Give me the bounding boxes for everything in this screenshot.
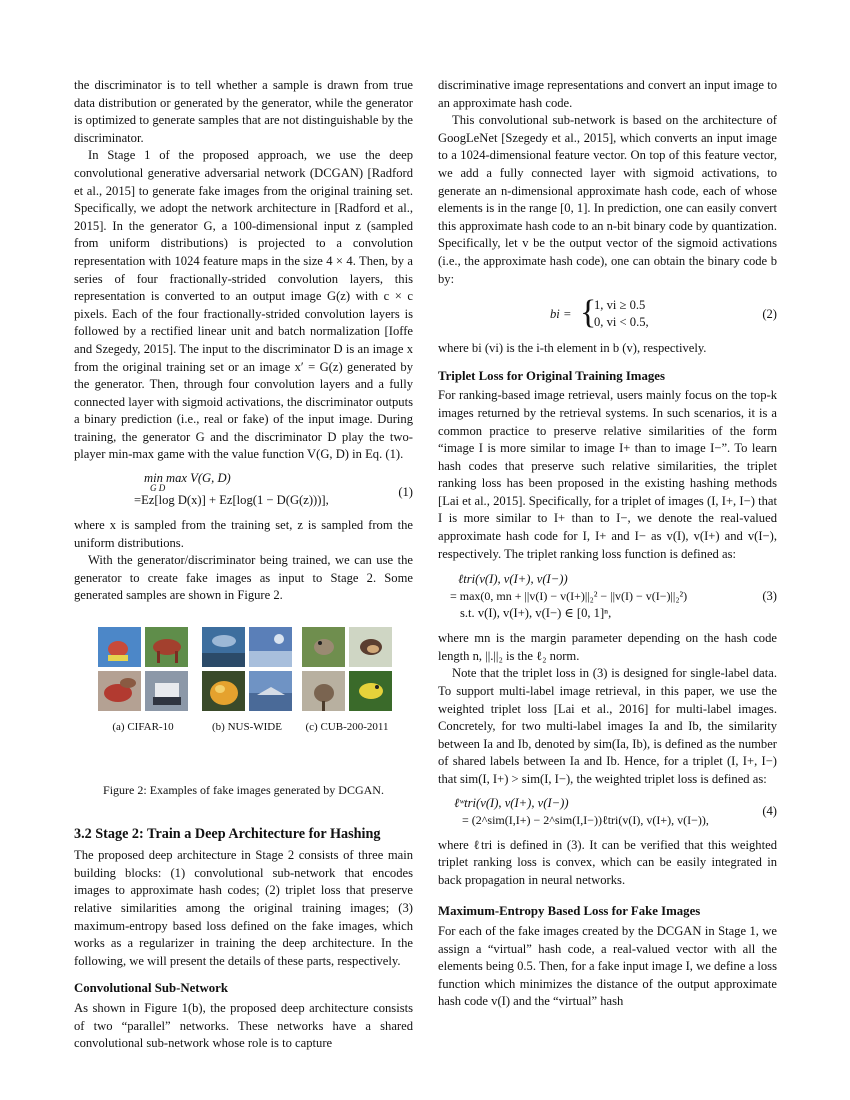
right-paragraph-2: This convolutional sub-network is based on the architecture of GoogLeNet [Szegedy et al., 2015], which converts an input image to a 1024-dimensional feature vector. On top of this feature vector, we add a fully connected layer with sigmoid activations, to generate an n-dimensional approximate hash code, each of whose elements is in the range [0, 1]. In prediction, one can easily convert this approximate hash code to an n-bit binary code by quantization. Specifically, let v be the output vector of the sigmoid activations (i.e., the approximate hash code), one can obtain the binary code b by:	[438, 113, 777, 286]
equation-3-number: (3)	[762, 589, 777, 604]
fake-image-thumbnail	[249, 627, 292, 667]
equation-2-lhs: bi =	[550, 307, 572, 322]
left-paragraph-2: In Stage 1 of the proposed approach, we use the deep convolutional generative adversarial network (DCGAN) [Radford et al., 2015] to generate fake images from the original training set. Specifically, we adopt the network architecture in [Radford et al., 2015]. In the generator G, a 100-dimensional input z (sampled from uniform distributions) is projected to a convolution representation with 1024 feature maps in the size 4 × 4. Then, by a series of four fractionally-strided convolution layers, this representation is converted to an output image G(z) with c × c pixels. Each of the four fractionally-strided convolution layers is followed by a rectified linear unit and batch normalization [Ioffe and Szegedy, 2015]. The input to the discriminator D is an image x from the original training set or an image x′ = G(z) generated by the generator. Then, through four convolution layers and a fully connected layer with sigmoid activations, the discriminator outputs a binary prediction (i.e., real or fake) of the input image. During training, the generator G and the discriminator D play the two-player min-max game with the value function V(G, D) in Eq. (1).	[74, 148, 413, 462]
fake-image-thumbnail	[349, 627, 392, 667]
equation-2-brace: {	[580, 294, 597, 332]
right-paragraph-8: For each of the fake images created by the DCGAN in Stage 1, we assign a “virtual” hash code, a real-valued vector with all the elements being 0.5. Then, for a fake input image I, we define a loss function which minimizes the distance of the output approximate hash code v(I) and the “virtual” hash	[438, 923, 777, 1009]
equation-4	[438, 795, 777, 829]
left-paragraph-6: As shown in Figure 1(b), the proposed deep architecture consists of two “parallel” networks. These networks have a shared convolutional sub-network whose role is to capture	[74, 1000, 413, 1051]
subsection-triplet-loss: Triplet Loss for Original Training Images	[438, 368, 665, 383]
right-column	[438, 77, 777, 1011]
left-column	[74, 77, 413, 1053]
equation-2-case-1: 1, vi ≥ 0.5	[594, 298, 646, 313]
right-paragraph-3: where bi (vi) is the i-th element in b (v), respectively.	[438, 341, 707, 356]
figure-panel-cifar	[98, 627, 188, 734]
fake-image-thumbnail	[98, 671, 141, 711]
figure-caption-a: (a) CIFAR-10	[112, 721, 174, 734]
fake-image-thumbnail	[249, 671, 292, 711]
fake-image-thumbnail	[202, 627, 245, 667]
figure-2	[74, 627, 413, 770]
right-paragraph-4: For ranking-based image retrieval, users mainly focus on the top-k images returned by the retrieval systems. In such scenarios, it is a common practice to preserve relative similarities of the form “image I is more similar to image I+ than to image I−”. To learn hash codes that preserve such relative similarities, the triplet ranking loss has been proposed in the existing hashing methods [Lai et al., 2015]. Specifically, for a triplet of images (I, I+, I−) that I is more similar to I+ than to I−, we denote the real-valued approximate hash code for I, I+ and I− as v(I), v(I+) and v(I−), respectively. The triplet ranking loss function is defined as:	[438, 388, 777, 561]
equation-3-line-1: ℓtri(v(I), v(I+), v(I−))	[458, 572, 568, 587]
equation-4-line-2: = (2^sim(I,I+) − 2^sim(I,I−))ℓtri(v(I), v(I+), v(I−)),	[462, 812, 709, 827]
equation-1-subscripts: G D	[150, 483, 166, 494]
equation-2-case-2: 0, vi < 0.5,	[594, 315, 649, 330]
equation-1-line-2: =Ez[log D(x)] + Ez[log(1 − D(G(z)))],	[134, 493, 329, 508]
fake-image-thumbnail	[145, 627, 188, 667]
equation-2-number: (2)	[762, 307, 777, 322]
fake-image-thumbnail	[98, 627, 141, 667]
figure-caption-c: (c) CUB-200-2011	[305, 721, 389, 734]
right-paragraph-1: discriminative image representations and convert an input image to an approximate hash code.	[438, 78, 777, 110]
left-paragraph-3: where x is sampled from the training set, z is sampled from the uniform distributions.	[74, 518, 413, 550]
right-paragraph-6: Note that the triplet loss in (3) is designed for single-label data. To support multi-label image retrieval, in this paper, we use the weighted triplet loss [Lai et al., 2016] for multi-label images. Concretely, for two multi-label images Ia and Ib, the similarity between Ia and Ib, denoted by sim(Ia, Ib), is defined as the number of shared labels between Ia and Ib. Hence, for a triplet (I, I+, I−) that sim(I, I+) > sim(I, I−), the weighted triplet loss is defined as:	[438, 666, 777, 786]
equation-2	[438, 296, 777, 334]
fake-image-thumbnail	[145, 671, 188, 711]
fake-image-thumbnail	[302, 627, 345, 667]
equation-3	[438, 571, 777, 622]
equation-4-number: (4)	[762, 803, 777, 818]
left-paragraph-1: the discriminator is to tell whether a sample is drawn from true data distribution or generated by the generator, while the generator is optimized to generate samples that are not distinguishable by the discriminator.	[74, 78, 413, 145]
fake-image-thumbnail	[349, 671, 392, 711]
left-paragraph-4: With the generator/discriminator being trained, we can use the generator to create fake images as input to Stage 2. Some generated samples are shown in Figure 2.	[74, 553, 413, 603]
section-3-2-heading: 3.2 Stage 2: Train a Deep Architecture for Hashing	[74, 825, 381, 842]
subsection-conv-subnetwork: Convolutional Sub-Network	[74, 981, 228, 996]
fake-image-thumbnail	[202, 671, 245, 711]
equation-1-line-1: min max V(G, D)	[144, 471, 231, 486]
equation-1	[74, 470, 413, 509]
subsection-max-entropy: Maximum-Entropy Based Loss for Fake Images	[438, 904, 701, 919]
equation-4-line-1: ℓʷtri(v(I), v(I+), v(I−))	[454, 795, 569, 810]
equation-3-line-3: s.t. v(I), v(I+), v(I−) ∈ [0, 1]ⁿ,	[460, 606, 612, 621]
fake-image-thumbnail	[302, 671, 345, 711]
figure-panel-nus-wide	[202, 627, 292, 734]
figure-panel-cub	[302, 627, 392, 734]
figure-caption-b: (b) NUS-WIDE	[212, 721, 282, 734]
right-paragraph-5: where mn is the margin parameter depending on the hash code length n, ||.||₂ is the ℓ₂ norm.	[438, 631, 777, 663]
right-paragraph-7: where ℓtri is defined in (3). It can be verified that this weighted triplet ranking loss is convex, which can be easily integrated in back propagation in neural networks.	[438, 837, 777, 887]
equation-1-number: (1)	[398, 485, 413, 500]
left-paragraph-5: The proposed deep architecture in Stage 2 consists of three main building blocks: (1) convolutional sub-network that encodes images to approximate hash codes; (2) triplet loss that preserve relative similarities among the original training images; (3) maximum-entropy based loss defined on the fake images, which works as a regularizer in training the deep architecture. In the following, we will present the details of these parts, respectively.	[74, 848, 413, 968]
equation-3-line-2: = max(0, mn + ||v(I) − v(I+)||₂² − ||v(I) − v(I−)||₂²)	[450, 589, 688, 604]
figure-2-caption: Figure 2: Examples of fake images generated by DCGAN.	[103, 783, 384, 798]
